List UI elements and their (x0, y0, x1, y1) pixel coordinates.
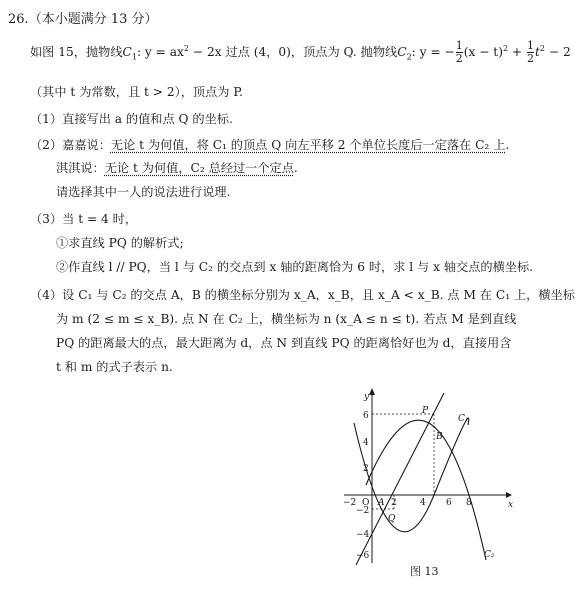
question-3-1: ①求直线 PQ 的解析式; (56, 236, 184, 250)
axis-y-label: y (364, 392, 370, 402)
q2b-end: . (293, 161, 298, 175)
question-4-line1: （4）设 C₁ 与 C₂ 的交点 A，B 的横坐标分别为 x_A，x_B，且 x_A < x_B. 点 M 在 C₁ 上，横坐标 (30, 288, 575, 302)
question-1: （1）直接写出 a 的值和点 Q 的坐标. (30, 112, 233, 126)
curve-c2 (366, 420, 486, 560)
question-4-line2: 为 m (2 ≤ m ≤ x_B). 点 N 在 C₂ 上，横坐标为 n (x_A ≤ n ≤ t). 若点 M 是到直线 (56, 312, 517, 326)
tick-y-6: 6 (363, 411, 369, 421)
point-a-label: A (378, 498, 385, 508)
point-q-label: Q (388, 514, 396, 524)
c2-sub: 2 (406, 52, 412, 62)
point-p-label: P (422, 406, 429, 416)
point-b-label: B (436, 432, 443, 442)
tick-x-6: 6 (446, 498, 452, 508)
tick-x-4: 4 (420, 498, 426, 508)
q2a-speaker: （2）嘉嘉说： (30, 138, 111, 152)
problem-header: （本小题满分 13 分） (28, 12, 158, 27)
problem-number-text: 26. (8, 12, 29, 27)
q2a-end: . (505, 138, 510, 152)
question-4-line3: PQ 的距离最大的点，最大距离为 d，点 N 到直线 PQ 的距离恰好也为 d，直接用含 (56, 336, 512, 350)
half-den-1: 2 (455, 52, 463, 65)
axis-x-label: x (508, 500, 514, 510)
c1-sq: 2 (183, 43, 189, 53)
c1-sub: 1 (131, 52, 137, 62)
intro-line (30, 40, 571, 65)
c2-eq-e: − 2 (545, 45, 571, 59)
q2b-claim: 无论 t 为何值，C₂ 总经过一个定点 (104, 161, 294, 175)
y-axis-arrow-icon (369, 388, 375, 395)
half-fraction-1 (456, 40, 463, 65)
half-num-2: 1 (527, 39, 535, 52)
c2-t-sq: 2 (539, 43, 546, 53)
tick-y-neg2: −2 (356, 506, 370, 516)
tick-x-neg2: −2 (343, 498, 357, 508)
figure-graph (336, 385, 516, 565)
c2-eq-d: t (535, 45, 540, 59)
line-2: （其中 t 为常数，且 t > 2），顶点为 P. (30, 85, 243, 99)
half-num-1: 1 (455, 39, 463, 52)
q2b-speaker: 淇淇说： (56, 161, 105, 175)
question-2b (56, 161, 298, 176)
c2-eq-b: (x − t) (463, 45, 503, 59)
question-4-line4: t 和 m 的式子表示 n. (56, 360, 173, 374)
q2a-claim: 无论 t 为何值，将 C₁ 的顶点 Q 向左平移 2 个单位长度后一定落在 C₂ 上 (110, 138, 506, 152)
c2-eq-c: + (508, 45, 527, 59)
intro-text: 如图 15，抛物线 (30, 45, 123, 59)
problem-number (8, 12, 158, 27)
curve-c1-label: C₁ (458, 414, 469, 424)
x-axis-arrow-icon (506, 492, 512, 498)
c2-sq: 2 (502, 43, 509, 53)
tick-y-neg4: −4 (356, 530, 370, 540)
question-3-2: ②作直线 l // PQ，当 l 与 C₂ 的交点到 x 轴的距离恰为 6 时，求 l 与 x 轴交点的横坐标. (56, 260, 534, 274)
c1-eq-b: − 2x 过点 (4，0)，顶点为 Q. 抛物线 (189, 45, 398, 59)
tick-x-8: 8 (466, 498, 472, 508)
figure-caption: 图 13 (410, 565, 439, 578)
origin-label: O (362, 498, 370, 508)
curve-c1 (354, 418, 469, 532)
question-3: （3）当 t = 4 时， (30, 212, 138, 226)
half-den-2: 2 (527, 52, 535, 65)
c1-eq-a: : y = ax (136, 45, 184, 59)
curve-c2-label: C₂ (484, 550, 495, 560)
c2-name: C (397, 45, 407, 59)
tick-y-2: 2 (363, 464, 369, 474)
tick-y-4: 4 (363, 438, 369, 448)
c2-eq-a: : y = − (411, 45, 455, 59)
question-2c: 请选择其中一人的说法进行说理. (56, 185, 231, 199)
half-fraction-2 (527, 40, 534, 65)
question-2a (30, 138, 509, 153)
tick-y-neg6: −6 (356, 551, 370, 561)
tick-x-2: 2 (391, 498, 397, 508)
c1-name: C (122, 45, 132, 59)
